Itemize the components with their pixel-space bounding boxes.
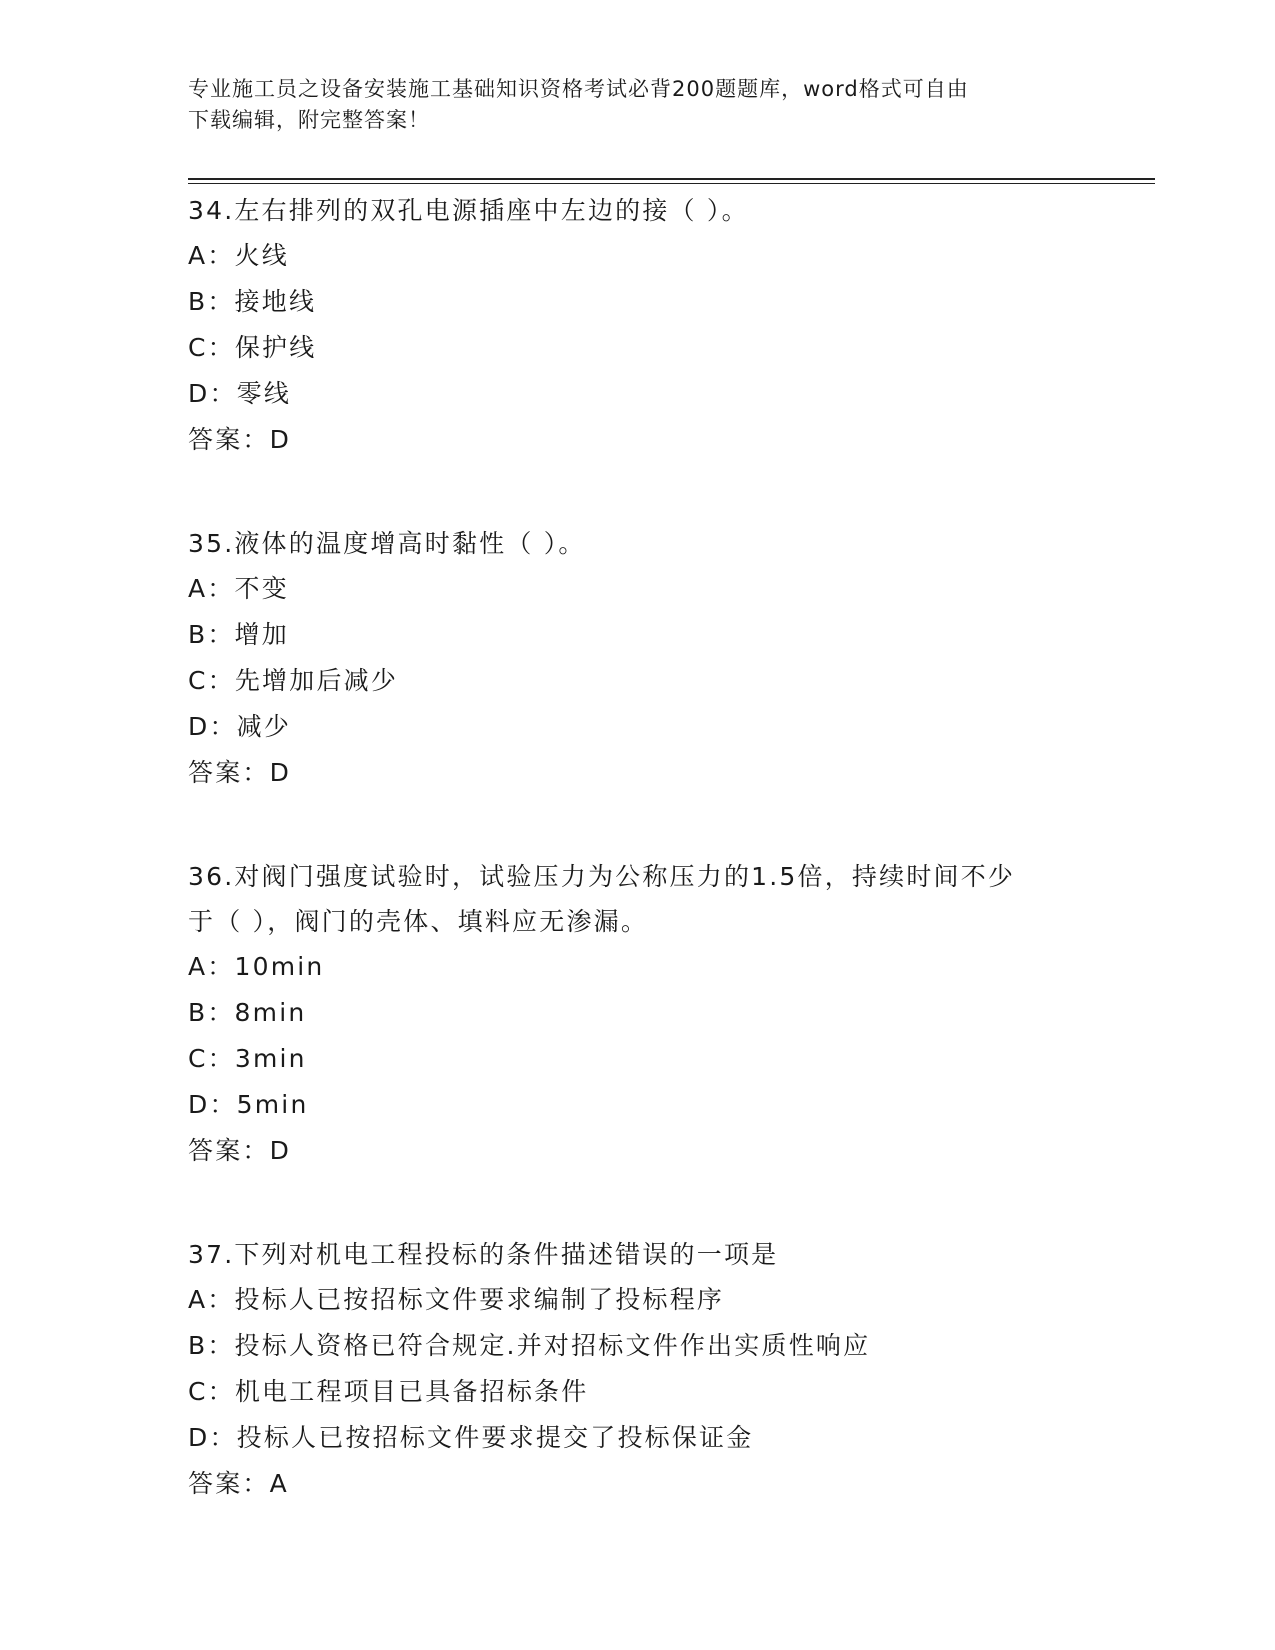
header-line-2: 下载编辑，附完整答案！	[188, 108, 430, 132]
answer-line	[188, 750, 1088, 796]
spacer	[188, 796, 1088, 854]
option-c: C：机电工程项目已具备招标条件	[188, 1377, 589, 1406]
answer-value: A	[269, 1469, 289, 1498]
question-stem: 37.下列对机电工程投标的条件描述错误的一项是	[188, 1240, 779, 1269]
answer-value: D	[269, 758, 292, 787]
option-a: A：不变	[188, 574, 289, 603]
option-b: B：接地线	[188, 287, 317, 316]
option-d: D：5min	[188, 1090, 309, 1119]
question-stem: 34.左右排列的双孔电源插座中左边的接（ ）。	[188, 196, 749, 225]
option-b: B：增加	[188, 620, 289, 649]
header-divider-thin	[188, 183, 1155, 184]
option-b: B：投标人资格已符合规定.并对招标文件作出实质性响应	[188, 1331, 871, 1360]
answer-label: 答案：	[188, 425, 270, 454]
spacer	[188, 1174, 1088, 1232]
answer-label: 答案：	[188, 1136, 270, 1165]
spacer	[188, 463, 1088, 521]
answer-value: D	[269, 1136, 292, 1165]
answer-label: 答案：	[188, 758, 270, 787]
question-36	[188, 854, 1088, 1174]
answer-line	[188, 1461, 1088, 1507]
option-a: A：投标人已按招标文件要求编制了投标程序	[188, 1285, 725, 1314]
answer-line	[188, 1128, 1088, 1174]
option-a: A：10min	[188, 952, 325, 981]
option-d: D：零线	[188, 379, 292, 408]
option-d: D：投标人已按招标文件要求提交了投标保证金	[188, 1423, 754, 1452]
answer-value: D	[269, 425, 292, 454]
question-34	[188, 188, 1088, 463]
answer-line	[188, 417, 1088, 463]
answer-label: 答案：	[188, 1469, 270, 1498]
document-header	[188, 74, 1088, 136]
option-b: B：8min	[188, 998, 307, 1027]
option-d: D：减少	[188, 712, 292, 741]
question-stem: 35.液体的温度增高时黏性（ ）。	[188, 529, 586, 558]
question-list	[188, 188, 1088, 1507]
question-stem-line-2: 于（ ），阀门的壳体、填料应无渗漏。	[188, 907, 649, 936]
option-c: C：3min	[188, 1044, 307, 1073]
question-stem-line-1: 36.对阀门强度试验时，试验压力为公称压力的1.5倍，持续时间不少	[188, 862, 1016, 891]
option-a: A：火线	[188, 241, 289, 270]
question-37	[188, 1232, 1088, 1507]
header-divider-thick	[188, 178, 1155, 180]
option-c: C：先增加后减少	[188, 666, 399, 695]
question-35	[188, 521, 1088, 796]
header-line-1: 专业施工员之设备安装施工基础知识资格考试必背200题题库，word格式可自由	[188, 77, 969, 101]
option-c: C：保护线	[188, 333, 317, 362]
